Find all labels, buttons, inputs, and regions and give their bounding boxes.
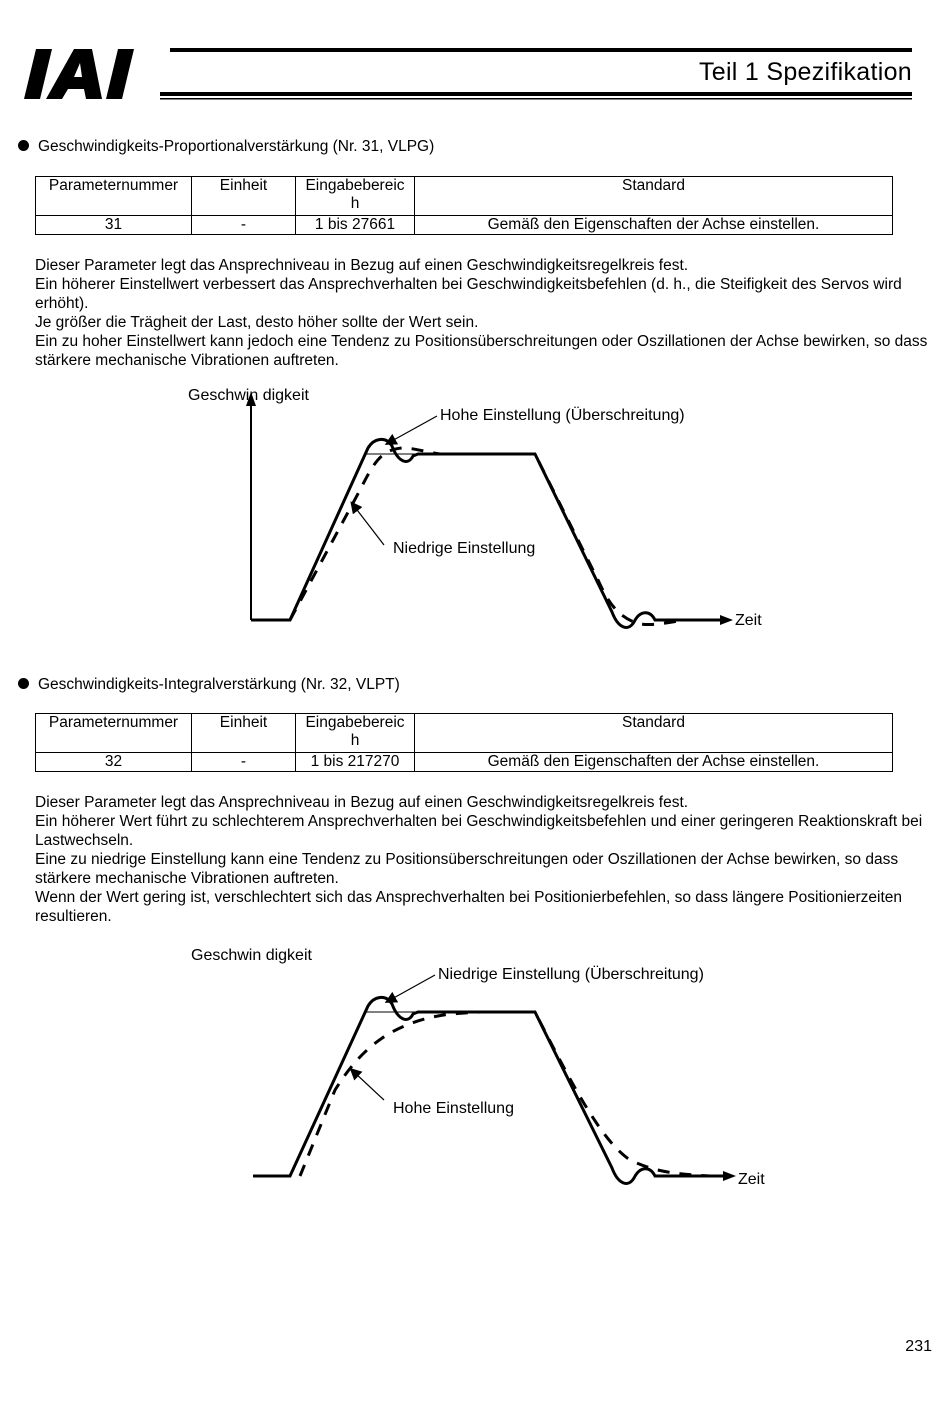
table-header: Standard: [415, 714, 893, 753]
paragraph: Ein höherer Einstellwert verbessert das Ansprechverhalten bei Geschwindigkeitsbefehlen (d. h., die Steifigkeit des Servos wird erhöht).: [35, 276, 902, 312]
label-top: Hohe Einstellung (Überschreitung): [440, 407, 685, 424]
response-diagram-2: [150, 940, 800, 1210]
table-cell: -: [192, 216, 296, 235]
overshoot-curve: [253, 997, 728, 1183]
table-header: Parameternummer: [36, 714, 192, 753]
iai-logo: [22, 45, 162, 103]
x-axis-arrow: [723, 1171, 736, 1181]
leader-top: [390, 975, 435, 1000]
table-cell: Gemäß den Eigenschaften der Achse einstellen.: [415, 753, 893, 772]
table-row: [36, 216, 893, 235]
y-axis-label: Geschwin digkeit: [188, 387, 309, 404]
bullet-icon: [18, 678, 29, 689]
low-setting-curve: [290, 448, 685, 625]
paragraph: Wenn der Wert gering ist, verschlechtert sich das Ansprechverhalten bei Positionierbefehlen, so dass längere Positionierzeiten resultieren.: [35, 889, 903, 925]
paragraph: Eine zu niedrige Einstellung kann eine Tendenz zu Positionsüberschreitungen oder Oszillationen der Achse bewirken, so dass stärkere mechanische Vibrationen auftreten.: [35, 851, 899, 887]
table-header: Parameternummer: [36, 177, 192, 216]
parameter-table: [35, 176, 893, 235]
table-cell: 1 bis 27661: [296, 216, 415, 235]
x-axis-arrow: [720, 615, 733, 625]
paragraph: Ein höherer Wert führt zu schlechterem Ansprechverhalten bei Geschwindigkeitsbefehlen und einer geringeren Reaktionskraft bei Lastwechseln.: [35, 813, 923, 849]
overshoot-curve: [251, 439, 725, 627]
x-axis-label: Zeit: [738, 1171, 765, 1188]
label-bottom: Niedrige Einstellung: [393, 540, 536, 557]
label-top: Niedrige Einstellung (Überschreitung): [438, 966, 704, 983]
table-header: Einheit: [192, 177, 296, 216]
table-header: Einheit: [192, 714, 296, 753]
reference-profile: [251, 454, 536, 620]
leader-top: [390, 416, 437, 442]
section-title: Geschwindigkeits-Proportionalverstärkung (Nr. 31, VLPG): [18, 138, 434, 156]
table-cell: 1 bis 217270: [296, 753, 415, 772]
page-header-title: Teil 1 Spezifikation: [698, 58, 912, 86]
section-title: Geschwindigkeits-Integralverstärkung (Nr. 32, VLPT): [18, 676, 400, 694]
table-cell: -: [192, 753, 296, 772]
paragraph: Je größer die Trägheit der Last, desto höher sollte der Wert sein.: [35, 314, 479, 331]
description-text: [35, 793, 935, 926]
leader-bottom: [354, 1072, 384, 1100]
response-diagram-1: [150, 380, 800, 650]
high-setting-curve: [300, 1012, 710, 1176]
paragraph: Dieser Parameter legt das Ansprechniveau in Bezug auf einen Geschwindigkeitsregelkreis fest.: [35, 257, 689, 274]
table-header: Eingabebereic h: [296, 177, 415, 216]
table-header: Standard: [415, 177, 893, 216]
paragraph: Dieser Parameter legt das Ansprechniveau in Bezug auf einen Geschwindigkeitsregelkreis fest.: [35, 794, 689, 811]
x-axis-label: Zeit: [735, 612, 762, 629]
y-axis-label: Geschwin digkeit: [191, 947, 312, 964]
paragraph: Ein zu hoher Einstellwert kann jedoch eine Tendenz zu Positionsüberschreitungen oder Oszillationen der Achse bewirken, so dass stärkere mechanische Vibrationen auftreten.: [35, 333, 928, 369]
bullet-icon: [18, 140, 29, 151]
table-cell: Gemäß den Eigenschaften der Achse einstellen.: [415, 216, 893, 235]
leader-bottom: [354, 506, 384, 545]
description-text: [35, 256, 935, 370]
table-header: Eingabebereic h: [296, 714, 415, 753]
label-bottom: Hohe Einstellung: [393, 1100, 514, 1117]
table-cell: 31: [36, 216, 192, 235]
table-row: [36, 753, 893, 772]
page-number: 231: [905, 1338, 932, 1355]
table-cell: 32: [36, 753, 192, 772]
parameter-table: [35, 713, 893, 772]
